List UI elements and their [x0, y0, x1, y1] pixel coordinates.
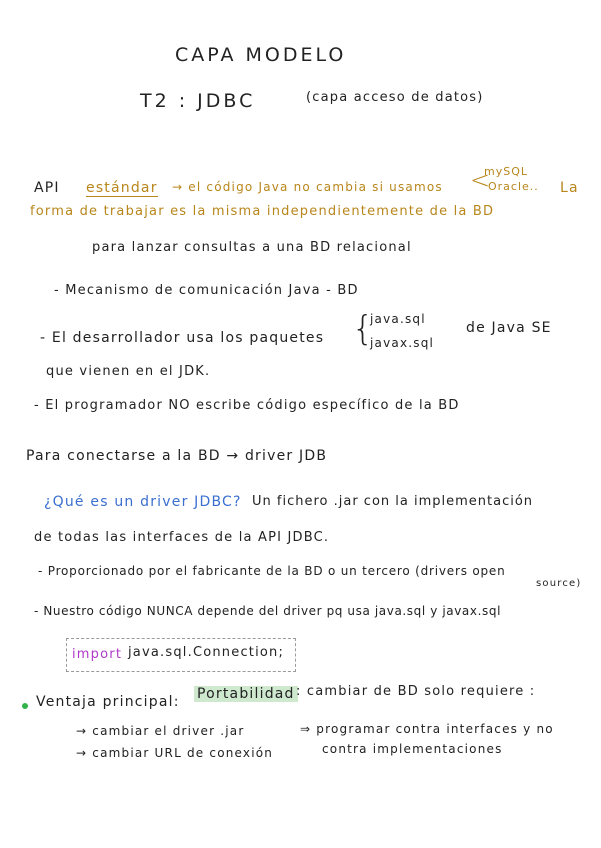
ventaja-label: Ventaja principal:: [36, 694, 180, 710]
api-line-2: forma de trabajar es la misma independientemente de la BD: [30, 204, 495, 219]
portabilidad-highlight: Portabilidad: [194, 686, 298, 702]
ventaja-bullet-url: → cambiar URL de conexión: [76, 746, 274, 760]
bullet-dot: [22, 703, 28, 709]
mecanismo-line: - Mecanismo de comunicación Java - BD: [54, 283, 359, 298]
conectarse-line: Para conectarse a la BD → driver JDB: [26, 448, 328, 464]
import-statement: java.sql.Connection;: [128, 645, 285, 660]
package-java-sql: java.sql: [370, 312, 426, 326]
desarrollador-line: - El desarrollador usa los paquetes: [40, 330, 325, 346]
source-text: source): [536, 578, 582, 589]
implementaciones-line: contra implementaciones: [322, 742, 503, 756]
api-arrow-text: → el código Java no cambia si usamos: [172, 180, 443, 194]
driver-answer-2: de todas las interfaces de la API JDBC.: [34, 530, 330, 545]
interfaces-line: ⇒ programar contra interfaces y no: [300, 722, 554, 736]
ventaja-bullet-driver: → cambiar el driver .jar: [76, 724, 245, 738]
estandar-word: estándar: [86, 180, 158, 196]
proporcionado-line: - Proporcionado por el fabricante de la BD o un tercero (drivers open: [38, 564, 506, 578]
driver-answer: Un fichero .jar con la implementación: [252, 494, 534, 509]
packages-brace: {: [352, 309, 374, 349]
api-label: API: [34, 180, 60, 196]
subtitle-note: (capa acceso de datos): [306, 90, 484, 105]
oracle-text: Oracle..: [488, 180, 539, 193]
nuestro-line: - Nuestro código NUNCA depende del driver pq usa java.sql y javax.sql: [34, 604, 502, 618]
db-brace: <: [470, 166, 491, 194]
api-la-word: La: [560, 180, 579, 196]
import-keyword: import: [72, 647, 123, 662]
package-javax-sql: javax.sql: [370, 336, 435, 350]
vienen-line: que vienen en el JDK.: [46, 364, 211, 379]
lanzar-line: para lanzar consultas a una BD relacional: [92, 240, 412, 255]
subtitle-main: T2 : JDBC: [140, 90, 256, 112]
ventaja-rest: : cambiar de BD solo requiere :: [296, 684, 536, 699]
programador-line: - El programador NO escribe código específico de la BD: [34, 398, 460, 413]
page-title: CAPA MODELO: [175, 44, 347, 66]
de-java-se-text: de Java SE: [466, 320, 552, 336]
driver-question: ¿Qué es un driver JDBC?: [44, 494, 242, 510]
mysql-text: mySQL: [484, 165, 528, 178]
